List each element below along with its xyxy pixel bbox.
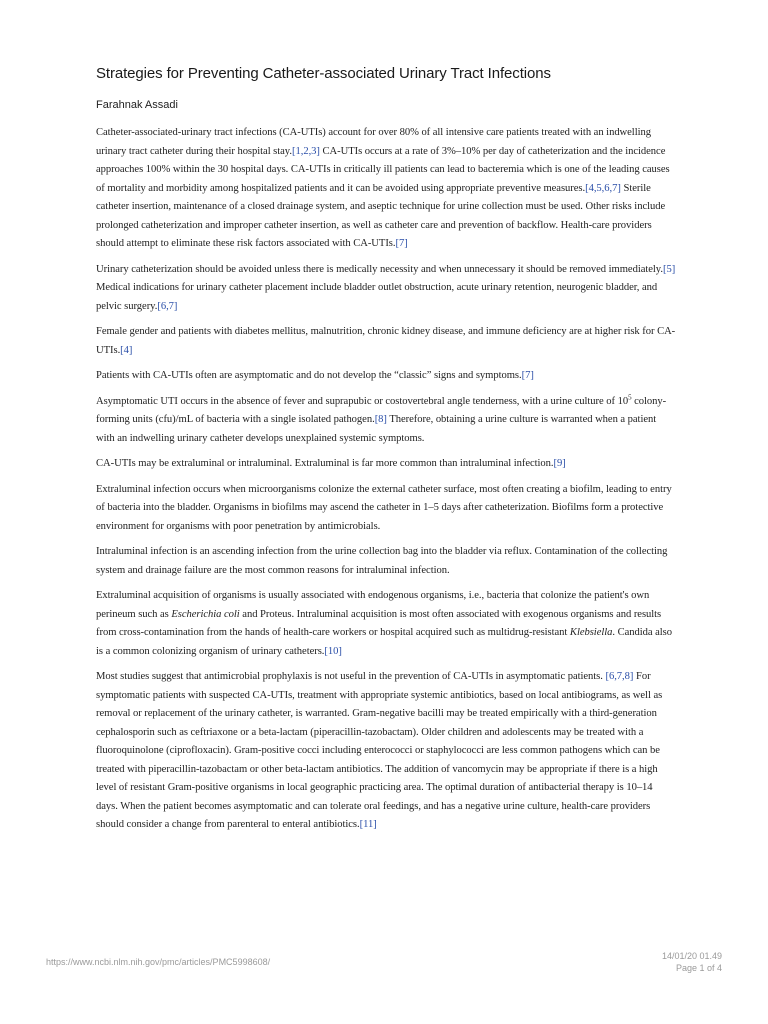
text-run: Intraluminal infection is an ascending infection from the urine collection bag into the bladder via reflux. Contamination of the collecting system and drainage failure are the most common reasons for intraluminal infection. [96, 546, 668, 576]
citation-link[interactable]: ] [562, 458, 566, 469]
footer-page-number: Page 1 of 4 [675, 963, 722, 973]
text-run: Therefore, obtaining a urine culture is warranted when a patient with an indwelling urinary catheter develops unexplained systemic symptoms. [96, 414, 657, 444]
text-run: Female gender and patients with diabetes mellitus, malnutrition, chronic kidney disease, and immune deficiency are at higher risk for CA-UTIs. [96, 326, 676, 356]
citation-link[interactable]: ] [617, 182, 621, 194]
paragraph [96, 543, 676, 580]
paragraph [96, 668, 676, 835]
citation-link[interactable]: 4 [588, 182, 594, 194]
citation-link[interactable]: [ [120, 344, 124, 356]
paragraph [96, 481, 676, 537]
citation-link[interactable]: , [300, 145, 304, 157]
citation-link[interactable]: [ [553, 458, 557, 469]
citation-link[interactable]: 4 [123, 344, 129, 356]
document-page [96, 60, 676, 842]
citation-link[interactable]: ] [383, 414, 387, 425]
citation-link[interactable]: , [622, 671, 625, 682]
citation-link[interactable]: 1 [295, 145, 301, 157]
citation-link[interactable]: ] [316, 145, 320, 157]
citation-link[interactable]: , [601, 182, 605, 194]
citation-link[interactable]: 2 [303, 145, 309, 157]
paragraph [96, 367, 676, 386]
citation-link[interactable]: [ [605, 671, 609, 682]
citation-link[interactable]: 7 [168, 300, 174, 312]
citation-link[interactable]: ] [338, 645, 342, 657]
footer-meta [662, 950, 722, 974]
italic-term: Escherichia coli [171, 608, 240, 620]
citation-link[interactable]: ] [629, 671, 634, 682]
text-run: Patients with CA-UTIs often are asymptomatic and do not develop the “classic” signs and symptoms. [96, 370, 522, 381]
citation-link[interactable]: , [593, 182, 597, 194]
text-run: Medical indications for urinary catheter placement include bladder outlet obstruction, acute urinary retention, neurogenic bladder, and pelvic surgery. [96, 282, 658, 312]
text-run: Urinary catheterization should be avoided unless there is medically necessity and when unnecessary it should be removed immediately. [96, 263, 663, 275]
citation-link[interactable]: 8 [624, 671, 630, 682]
text-run: Catheter-associated-urinary tract infections (CA-UTIs) account for over 80% of all intensive care patients treated with an indwelling urinary tract catheter during their hospital stay. [96, 127, 651, 157]
citation-link[interactable]: 8 [378, 414, 384, 425]
citation-link[interactable]: [ [662, 263, 667, 275]
citation-link[interactable]: ] [671, 263, 676, 275]
paragraph [96, 124, 676, 254]
citation-link[interactable]: [ [291, 145, 296, 157]
text-run: . Candida also is a common colonizing organism of urinary catheters. [96, 627, 673, 657]
citation-link[interactable]: 5 [596, 182, 602, 194]
citation-link[interactable]: 9 [557, 458, 563, 469]
citation-link[interactable]: 5 [666, 263, 672, 275]
citation-link[interactable]: 7 [616, 671, 623, 682]
text-run: CA-UTIs occurs at a rate of 3%–10% per day of catheterization and the incidence approaches 100% within the 30 hospital days. CA-UTIs in critically ill patients can lead to bacteremia which is one of the leading causes of mortality and morbidity among hospitalized patients and it can be avoided using appropriate preventive measures. [96, 145, 670, 194]
citation-link[interactable]: [ [374, 414, 379, 425]
citation-link[interactable]: [ [395, 238, 399, 249]
citation-link[interactable]: [ [324, 645, 328, 657]
paragraph [96, 323, 676, 360]
citation-link[interactable]: 7 [398, 238, 405, 249]
paragraph [96, 261, 676, 317]
citation-link[interactable]: 3 [311, 145, 317, 157]
text-run: Most studies suggest that antimicrobial prophylaxis is not useful in the prevention of CA-UTIs in asymptomatic patients. [96, 671, 606, 682]
citation-link[interactable]: ] [404, 238, 408, 249]
citation-link[interactable]: 7 [525, 370, 531, 381]
paragraph [96, 393, 676, 449]
citation-link[interactable]: 10 [327, 645, 339, 657]
citation-link[interactable]: 6 [160, 300, 167, 312]
superscript: 5 [628, 392, 632, 401]
citation-link[interactable]: [ [157, 300, 161, 312]
paragraph [96, 587, 676, 661]
text-run: For symptomatic patients with suspected CA-UTIs, treatment with appropriate systemic antibiotics, based on local antibiograms, as well as removal or replacement of the urinary catheter, is warranted. Gram-negative bacilli may be treated empirically with a third-generation cephalosporin such as ceftriaxone or a beta-lactam (piperacillin-tazobactam). Older children and adolescents may be treated with a fluoroquinolone (ciprofloxacin). Gram-positive cocci including enterococci or staphylococci are less common pathogens which can be treated with piperacillin-tazobactam or other beta-lactam antibiotics. The addition of vancomycin may be appropriate if there is a high level of resistant Gram-positive organisms in local geographic practicing area. The optimal duration of antibacterial therapy is 10–14 days. When the patient becomes asymptomatic and can tolerate oral feedings, and has a negative urine culture, health-care providers should consider a change from parenteral to enteral antibiotics. [96, 671, 663, 830]
citation-link[interactable]: 6 [604, 182, 610, 194]
citation-link[interactable]: , [166, 300, 169, 312]
text-run: Extraluminal acquisition of organisms is usually associated with endogenous organisms, i.e., bacteria that colonize the patient's own perineum such as [96, 590, 650, 620]
text-run: and Proteus. Intraluminal acquisition is most often associated with exogenous organisms and results from cross-contamination from the hands of health-care workers or hospital acquired such as multidrug-resistant [96, 608, 662, 638]
citation-link[interactable]: [ [585, 182, 589, 194]
article-author: Farahnak Assadi [96, 99, 178, 111]
citation-link[interactable]: ] [373, 819, 377, 830]
citation-link[interactable]: , [614, 671, 617, 682]
citation-link[interactable]: ] [173, 300, 178, 312]
footer-datetime: 14/01/20 01.49 [661, 951, 722, 961]
citation-link[interactable]: ] [128, 344, 133, 356]
paragraph [96, 455, 676, 474]
text-run: Asymptomatic UTI occurs in the absence of fever and suprapubic or costovertebral angle tenderness, with a urine culture of 10 [96, 395, 629, 407]
citation-link[interactable]: , [609, 182, 613, 194]
text-run: CA-UTIs may be extraluminal or intraluminal. Extraluminal is far more common than intraluminal infection. [96, 458, 554, 469]
text-run: Sterile catheter insertion, maintenance of a closed drainage system, and aseptic technique for urine collection must be used. Other risks include prolonged catheterization and improper catheter insertion, as well as catheter care and prevention of backflow. Health-care providers should attempt to eliminate these risk factors associated with CA-UTIs. [96, 182, 666, 249]
citation-link[interactable]: 6 [608, 671, 615, 682]
citation-link[interactable]: 11 [363, 819, 374, 830]
citation-link[interactable]: , [308, 145, 312, 157]
citation-link[interactable]: [ [521, 370, 526, 381]
citation-link[interactable]: 7 [612, 182, 618, 194]
citation-link[interactable]: [ [359, 819, 364, 830]
text-run: colony-forming units (cfu)/mL of bacteria with a single isolated pathogen. [96, 395, 667, 425]
article-title: Strategies for Preventing Catheter-associated Urinary Tract Infections [96, 65, 551, 82]
citation-link[interactable]: ] [530, 370, 534, 381]
footer-url[interactable]: https://www.ncbi.nlm.nih.gov/pmc/articles/PMC5998608/ [46, 957, 271, 967]
italic-term: Klebsiella [569, 627, 613, 638]
text-run: Extraluminal infection occurs when microorganisms colonize the external catheter surface, most often creating a biofilm, leading to entry of bacteria into the bladder. Organisms in biofilms may ascend the catheter in 1–5 days after catheterization. Biofilms form a protective environment for organisms with poor penetration by antimicrobials. [96, 483, 672, 532]
article-body [96, 124, 676, 835]
